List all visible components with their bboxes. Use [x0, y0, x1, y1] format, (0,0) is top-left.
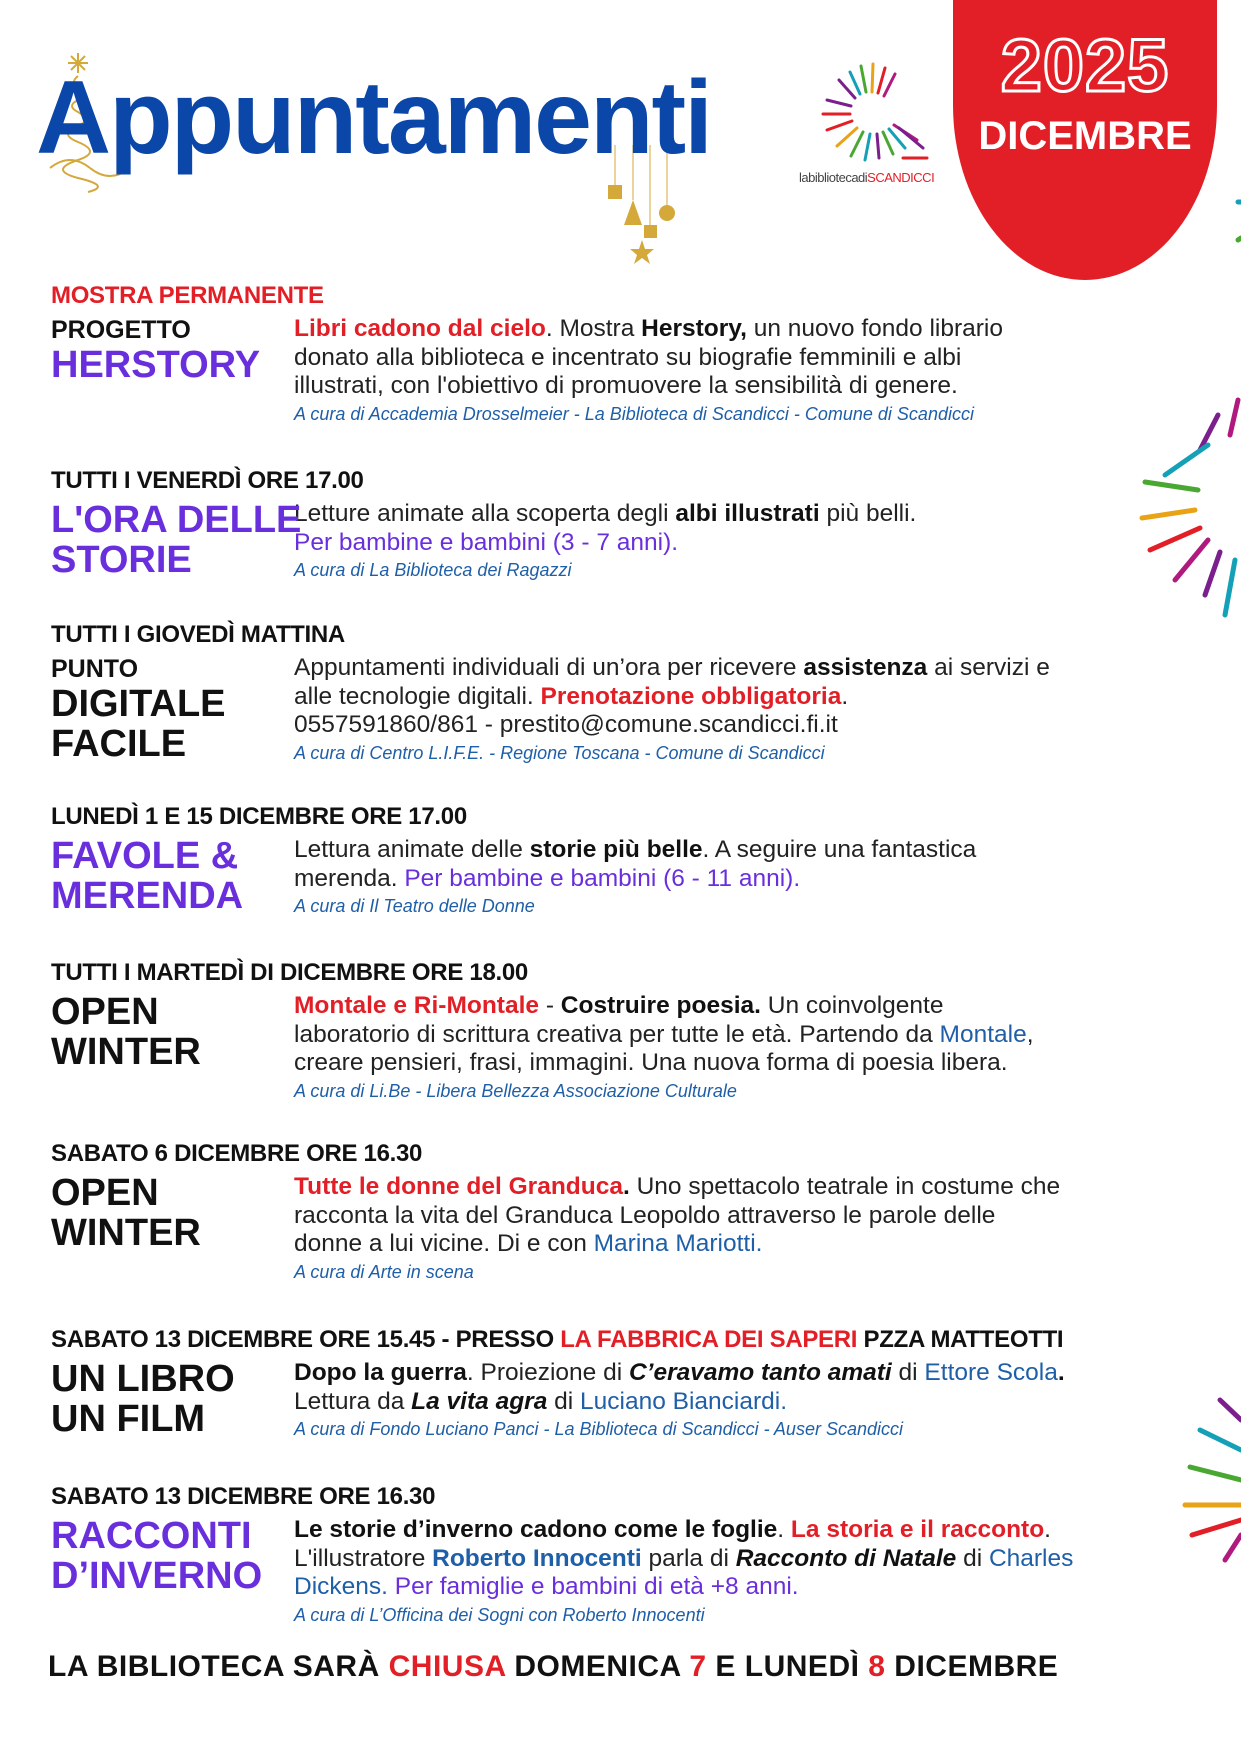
description-text: Luciano Bianciardi. [580, 1387, 788, 1415]
event-description [294, 1173, 1201, 1285]
closure-notice-text: DOMENICA [505, 1650, 690, 1683]
description-text: Roberto Innocenti [432, 1544, 642, 1572]
description-text: laboratorio di scrittura creativa per tutte le età. Partendo da [294, 1020, 940, 1048]
event-ora-delle-storie [51, 466, 1201, 583]
description-text: Charles [988, 1544, 1074, 1572]
event-digitale-facile [51, 620, 1201, 766]
event-description [294, 500, 1201, 583]
event-description [294, 836, 1201, 919]
event-title-line: L'ORA DELLE [51, 499, 302, 541]
description-line [294, 1049, 1201, 1078]
event-title-line: HERSTORY [51, 344, 261, 386]
description-text: Per bambine e bambini (6 - 11 anni). [404, 864, 801, 892]
event-date-heading [51, 958, 1201, 988]
event-date-text: PZZA MATTEOTTI [857, 1326, 1064, 1353]
description-text: . [1044, 1516, 1051, 1543]
event-date-text: SABATO 6 DICEMBRE ORE 16.30 [51, 1140, 423, 1167]
description-text: L'illustratore [294, 1544, 433, 1572]
event-description [294, 992, 1201, 1104]
event-date-heading [51, 1139, 1201, 1169]
event-date-text: LA FABBRICA DEI SAPERI [560, 1326, 858, 1353]
event-title-line: FAVOLE & [51, 835, 239, 877]
description-text: assistenza [803, 654, 928, 681]
description-text: Prenotazione obbligatoria [540, 682, 842, 710]
event-title-line: PUNTO [51, 655, 139, 683]
description-text: Montale [939, 1020, 1027, 1048]
event-date-text: SABATO 13 DICEMBRE ORE 15.45 - PRESSO [51, 1326, 561, 1353]
badge-month: DICEMBRE [978, 114, 1192, 158]
rainbow-sunburst-decoration-icon [1130, 180, 1241, 260]
description-text: Un coinvolgente [760, 992, 944, 1019]
description-text: storie più belle [529, 836, 703, 863]
event-title-line: D’INVERNO [51, 1555, 263, 1597]
event-title [51, 1516, 291, 1596]
event-title [51, 1173, 291, 1253]
closure-notice-text: CHIUSA [388, 1650, 506, 1683]
rainbow-sunburst-logo-icon [795, 58, 945, 168]
description-text: albi illustrati [675, 500, 820, 527]
description-text: Lettura animate delle [294, 836, 530, 863]
event-credit: A cura di Fondo Luciano Panci - La Biblioteca di Scandicci - Auser Scandicci [294, 1419, 903, 1439]
biblioteca-scandicci-logo [795, 58, 945, 188]
description-text: Racconto di Natale [735, 1544, 957, 1572]
closure-notice-text: E LUNEDÌ [706, 1650, 869, 1683]
description-line [294, 654, 1201, 683]
description-text: . [622, 1173, 630, 1200]
description-text: Herstory, [641, 315, 747, 342]
event-credit: A cura di Accademia Drosselmeier - La Biblioteca di Scandicci - Comune di Scandicci [294, 403, 974, 424]
description-line [294, 836, 1201, 865]
description-text: parla di [641, 1544, 736, 1572]
closure-notice-text: DICEMBRE [885, 1650, 1059, 1683]
event-date-text: TUTTI I GIOVEDÌ MATTINA [51, 621, 345, 648]
description-text: Libri cadono dal cielo [294, 315, 546, 342]
event-credit: A cura di L’Officina dei Sogni con Roberto Innocenti [294, 1604, 705, 1625]
event-title-line: OPEN [51, 991, 159, 1033]
description-text: Appuntamenti individuali di un’ora per ricevere [294, 654, 804, 681]
event-open-winter-granduca [51, 1139, 1201, 1285]
event-credit: A cura di Li.Be - Libera Bellezza Associazione Culturale [294, 1080, 737, 1101]
closure-notice-text: 8 [868, 1650, 886, 1683]
event-date-heading [51, 281, 1201, 311]
event-title-line: WINTER [51, 1212, 201, 1254]
event-credit: A cura di La Biblioteca dei Ragazzi [294, 560, 572, 580]
description-line [294, 1173, 1201, 1202]
event-description [294, 1359, 1201, 1442]
event-title-line: STORIE [51, 539, 192, 581]
event-description [294, 315, 1201, 427]
description-line [294, 529, 1201, 558]
event-date-text: MOSTRA PERMANENTE [51, 282, 324, 309]
logo-text-prefix: labibliotecadi [799, 170, 868, 185]
description-text: un nuovo fondo librario [746, 315, 1003, 342]
description-text: . [841, 682, 849, 710]
event-title-line: DIGITALE [51, 683, 226, 725]
description-text: - [539, 992, 561, 1019]
closure-notice-text: 7 [689, 1650, 707, 1683]
description-line [294, 992, 1201, 1021]
event-credit: A cura di Centro L.I.F.E. - Regione Toscana - Comune di Scandicci [294, 742, 825, 763]
description-text: . Mostra [545, 315, 642, 342]
badge-year: 2025 [1000, 24, 1170, 107]
description-text: Per famiglie e bambini di età +8 anni. [387, 1573, 799, 1600]
event-title-line: UN FILM [51, 1398, 206, 1440]
description-text: . [777, 1516, 791, 1543]
event-title-line: UN LIBRO [51, 1358, 235, 1400]
description-line [294, 344, 1201, 373]
event-description [294, 1516, 1201, 1628]
description-line [294, 372, 1201, 401]
description-text: Per bambine e bambini (3 - 7 anni). [294, 528, 679, 556]
event-date-heading [51, 466, 1201, 496]
description-line [294, 315, 1201, 344]
description-line [294, 1573, 1201, 1602]
description-text: Le storie d’inverno cadono come le foglie [294, 1516, 778, 1543]
description-text: . [1057, 1359, 1065, 1386]
description-text: Dickens. [294, 1573, 388, 1600]
description-text: ai servizi e [927, 654, 1050, 681]
description-line [294, 1516, 1201, 1545]
event-title [51, 499, 302, 581]
event-date-heading [51, 1482, 1201, 1512]
event-title [51, 315, 291, 385]
page-title: Appuntamenti [36, 60, 712, 176]
event-description [294, 654, 1201, 766]
event-open-winter-tuesdays [51, 958, 1201, 1104]
event-title [51, 836, 291, 916]
description-text: di [956, 1544, 989, 1572]
event-herstory [51, 281, 1201, 427]
description-text: illustrati, con l'obiettivo di promuovere la sensibilità di genere. [294, 372, 958, 399]
event-date-heading [51, 1325, 1201, 1355]
description-text: La vita agra [411, 1387, 548, 1415]
event-date-text: TUTTI I MARTEDÌ DI DICEMBRE ORE 18.00 [51, 959, 528, 986]
description-text: donne a lui vicine. Di e con [294, 1230, 594, 1257]
event-title-line: RACCONTI [51, 1515, 252, 1557]
description-line [294, 683, 1201, 712]
description-text: alle tecnologie digitali. [294, 682, 541, 710]
description-line [294, 1388, 1201, 1417]
description-text: Lettura da [294, 1387, 412, 1415]
event-title [51, 654, 291, 764]
event-favole-merenda [51, 802, 1201, 919]
description-text: Uno spettacolo teatrale in costume che [629, 1173, 1061, 1200]
event-title-line: FACILE [51, 723, 187, 765]
event-title-line: MERENDA [51, 875, 244, 917]
description-line [294, 865, 1201, 894]
description-text: . A seguire una fantastica [702, 836, 977, 863]
logo-text-name: SCANDICCI [867, 170, 935, 185]
event-title [51, 1359, 291, 1439]
description-text: di [547, 1387, 581, 1415]
event-title-line: WINTER [51, 1031, 201, 1073]
event-date-text: LUNEDÌ 1 E 15 DICEMBRE ORE 17.00 [51, 803, 467, 830]
event-date-heading [51, 802, 1201, 832]
description-text: Letture animate alla scoperta degli [294, 500, 676, 527]
description-line [294, 1202, 1201, 1231]
closure-notice [48, 1650, 1058, 1684]
closure-notice-text: LA BIBLIOTECA SARÀ [48, 1650, 389, 1683]
description-text: creare pensieri, frasi, immagini. Una nuova forma di poesia libera. [294, 1049, 1008, 1076]
description-text: più belli. [819, 500, 917, 527]
description-text: , [1026, 1020, 1034, 1048]
description-text: C’eravamo tanto amati [628, 1359, 892, 1386]
description-text: 0557591860/861 - prestito@comune.scandicci.fi.it [294, 711, 838, 738]
event-credit: A cura di Arte in scena [294, 1261, 474, 1282]
description-text: Ettore Scola [924, 1359, 1058, 1386]
event-title-line: PROGETTO [51, 316, 191, 344]
description-text: Dopo la guerra [294, 1359, 467, 1386]
description-line [294, 711, 1201, 740]
event-un-libro-un-film [51, 1325, 1201, 1442]
description-line [294, 1359, 1201, 1388]
description-text: racconta la vita del Granduca Leopoldo attraverso le parole delle [294, 1201, 996, 1229]
description-text: donato alla biblioteca e incentrato su biografie femminili e albi [294, 343, 962, 371]
event-title-line: OPEN [51, 1172, 159, 1214]
event-date-text: TUTTI I VENERDÌ ORE 17.00 [51, 467, 364, 494]
description-text: Tutte le donne del Granduca [294, 1173, 623, 1200]
description-text: Marina Mariotti. [593, 1230, 763, 1257]
event-date-text: SABATO 13 DICEMBRE ORE 16.30 [51, 1483, 436, 1510]
description-line [294, 500, 1201, 529]
description-line [294, 1230, 1201, 1259]
description-text: La storia e il racconto [790, 1516, 1045, 1543]
event-date-heading [51, 620, 1201, 650]
description-text: Costruire poesia. [560, 992, 761, 1019]
description-line [294, 1021, 1201, 1050]
description-text: . Proiezione di [466, 1359, 629, 1386]
description-text: Montale e Ri-Montale [294, 992, 540, 1019]
event-credit: A cura di Il Teatro delle Donne [294, 896, 535, 916]
description-text: di [891, 1359, 925, 1386]
description-text: merenda. [294, 864, 405, 892]
event-racconti-inverno [51, 1482, 1201, 1628]
event-title [51, 992, 291, 1072]
description-line [294, 1545, 1201, 1574]
